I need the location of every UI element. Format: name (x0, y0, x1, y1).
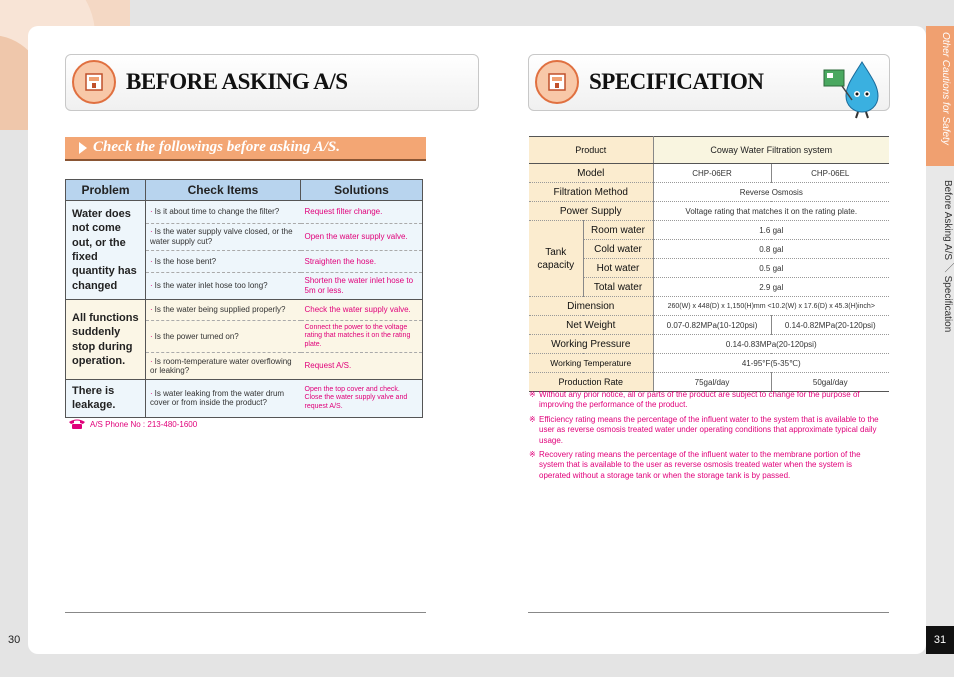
specification-table (529, 136, 889, 392)
page-title-left: BEFORE ASKING A/S (126, 69, 348, 94)
spec-label: Working Pressure (529, 335, 653, 354)
solution-cell: Open the top cover and check. Close the water supply valve and request A/S. (301, 380, 423, 418)
spec-row-temperature (529, 354, 889, 373)
water-drop-mascot-icon (820, 60, 882, 120)
spec-sublabel: Total water (583, 278, 653, 297)
note-text: Recovery rating means the percentage of the influent water to the membrane portion of the system that is available to the user as reverse osmosis treated water when the system is operated without a storage tank or when the storage tank is by passed. (539, 449, 861, 480)
footer-divider-right (528, 612, 889, 613)
spec-value: 41-95°F(5-35℃) (653, 354, 889, 373)
spec-value: Reverse Osmosis (653, 183, 889, 202)
solution-cell: Check the water supply valve. (301, 300, 423, 321)
side-tab-section-label: Other Cautions for Safety (940, 32, 951, 145)
spec-row-product (529, 137, 889, 164)
spec-row-power (529, 202, 889, 221)
problem-cell: There is leakage. (66, 380, 146, 418)
spec-label: Filtration Method (529, 183, 653, 202)
spec-value: Coway Water Filtration system (653, 137, 889, 164)
column-header-check-items: Check Items (146, 180, 301, 201)
spec-row-model (529, 164, 889, 183)
solution-cell: Request A/S. (301, 353, 423, 380)
spec-value: 260(W) x 448(D) x 1,150(H)mm <10.2(W) x 17.6(D) x 45.3(H)inch> (653, 297, 889, 316)
check-section-heading-text: Check the followings before asking A/S. (93, 139, 340, 155)
spec-label: Power Supply (529, 202, 653, 221)
solution-cell: Open the water supply valve. (301, 224, 423, 251)
spec-row-tank (529, 278, 889, 297)
side-tab-chapter-label: Before Asking A/S ／ Specification (942, 180, 953, 333)
note-mark: ※ (529, 390, 536, 399)
check-item-cell: · Is the water supply valve closed, or the water supply cut? (146, 224, 301, 251)
spec-row-tank (529, 240, 889, 259)
page-title-right: SPECIFICATION (589, 69, 764, 94)
spec-value: CHP-06EL (771, 164, 889, 183)
spec-value: Voltage rating that matches it on the rating plate. (653, 202, 889, 221)
telephone-icon (68, 418, 86, 430)
play-arrow-icon (79, 142, 87, 154)
note-text: Without any prior notice, all or parts of the product are subject to change for the purpose of improving the performance of the product. (539, 390, 860, 410)
water-purifier-icon (535, 60, 579, 104)
water-purifier-icon (72, 60, 116, 104)
spec-row-tank (529, 221, 889, 240)
phone-number-text: A/S Phone No : 213-480-1600 (90, 419, 198, 429)
check-item-cell: · Is water leaking from the water drum cover or from inside the product? (146, 380, 301, 418)
spec-value: CHP-06ER (653, 164, 771, 183)
spec-value: 0.14-0.83MPa(20-120psi) (653, 335, 889, 354)
column-header-problem: Problem (66, 180, 146, 201)
check-item-cell: · Is room-temperature water overflowing or leaking? (146, 353, 301, 380)
check-item-cell: · Is it about time to change the filter? (146, 201, 301, 224)
as-phone-number (68, 418, 197, 430)
note-item (529, 450, 881, 481)
note-item (529, 415, 881, 446)
problem-cell: All functions suddenly stop during operation. (66, 300, 146, 380)
table-header-row (66, 180, 423, 201)
solution-cell: Straighten the hose. (301, 251, 423, 273)
footer-divider-left (65, 612, 426, 613)
spec-row-production (529, 373, 889, 392)
table-row (66, 201, 423, 224)
table-row (66, 380, 423, 418)
spec-value: 0.5 gal (653, 259, 889, 278)
spec-value: 0.14-0.82MPa(20-120psi) (771, 316, 889, 335)
spec-value: 1.6 gal (653, 221, 889, 240)
spec-label: Net Weight (529, 316, 653, 335)
spec-label: Dimension (529, 297, 653, 316)
spec-notes (529, 390, 881, 485)
spec-row-weight (529, 316, 889, 335)
page-number-left: 30 (8, 634, 21, 646)
check-item-cell: · Is the water inlet hose too long? (146, 273, 301, 300)
spec-value: 75gal/day (653, 373, 771, 392)
spec-row-pressure (529, 335, 889, 354)
check-item-cell: · Is the power turned on? (146, 321, 301, 353)
page-number-right: 31 (926, 626, 954, 654)
solution-cell: Request filter change. (301, 201, 423, 224)
spec-label: Production Rate (529, 373, 653, 392)
spec-label: Model (529, 164, 653, 183)
spec-row-tank (529, 259, 889, 278)
spec-value: 0.8 gal (653, 240, 889, 259)
table-row (66, 300, 423, 321)
spec-label: Product (529, 137, 653, 164)
check-section-heading (65, 137, 426, 161)
troubleshooting-table (65, 179, 423, 418)
spec-value: 0.07-0.82MPa(10-120psi) (653, 316, 771, 335)
problem-cell: Water does not come out, or the fixed quantity has changed (66, 201, 146, 300)
spec-value: 2.9 gal (653, 278, 889, 297)
note-mark: ※ (529, 449, 536, 459)
spec-label: Working Temperature (529, 354, 653, 373)
spec-value: 50gal/day (771, 373, 889, 392)
note-mark: ※ (529, 414, 536, 424)
note-item (529, 390, 881, 411)
column-header-solutions: Solutions (301, 180, 423, 201)
spec-sublabel: Room water (583, 221, 653, 240)
spec-row-filtration (529, 183, 889, 202)
spec-sublabel: Hot water (583, 259, 653, 278)
spec-sublabel: Cold water (583, 240, 653, 259)
note-text: Efficiency rating means the percentage of the influent water to the system that is available to the user as reverse osmosis treated water under operating conditions that approximate typical daily usage. (539, 414, 879, 445)
before-asking-title-bar (65, 54, 479, 111)
solution-cell: Shorten the water inlet hose to 5m or less. (301, 273, 423, 300)
check-item-cell: · Is the hose bent? (146, 251, 301, 273)
check-item-cell: · Is the water being supplied properly? (146, 300, 301, 321)
solution-cell: Connect the power to the voltage rating that matches it on the rating plate. (301, 321, 423, 353)
spec-label-tank: Tank capacity (529, 221, 583, 297)
spec-row-dimension (529, 297, 889, 316)
